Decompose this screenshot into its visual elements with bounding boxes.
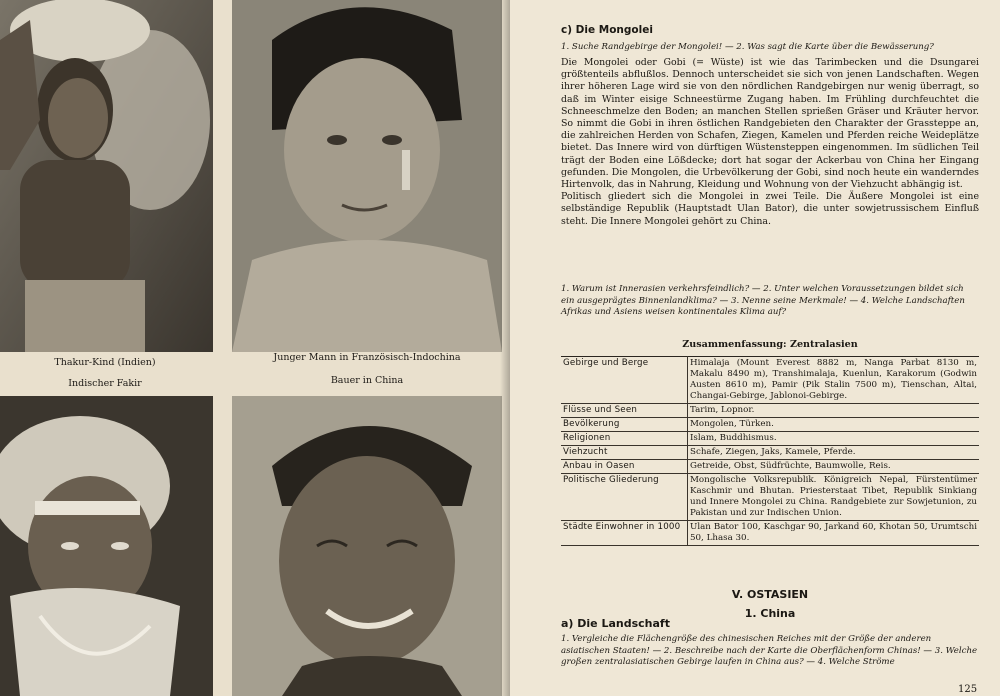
question-block-2: 1. Warum ist Innerasien verkehrsfeindlich? — 2. Unter welchen Voraussetzungen bildet sich ein ausgeprägtes Binnenlandklima? — 3. Nenne seine Merkmale! — 4. Welche Landschaften Afrikas und Asiens weisen kontinentales Klima auf? (561, 284, 965, 317)
row-value: Mongolen, Türken. (688, 418, 980, 432)
photo-farmer-china (232, 396, 502, 696)
photo-indian-fakir (0, 396, 213, 696)
table-row (561, 521, 979, 546)
row-value: Getreide, Obst, Südfrüchte, Baumwolle, Reis. (688, 460, 980, 474)
caption-young-man-indochina: Junger Mann in Französisch-Indochina (273, 352, 461, 363)
table-row (561, 357, 979, 404)
row-value: Tarim, Lopnor. (688, 404, 980, 418)
paragraph-2: Politisch gliedert sich die Mongolei in zwei Teile. Die Äußere Mongolei ist eine selbständige Republik (Hauptstadt Ulan Bator), die unter sowjetrussischem Einfluß steht. Die Innere Mongolei gehört zu China. (561, 191, 979, 227)
chapter-heading: V. OSTASIEN (731, 588, 809, 601)
summary-table (561, 356, 979, 546)
row-value: Mongolische Volksrepublik. Königreich Nepal, Fürstentümer Kaschmir und Bhutan. Priesterstaat Tibet, Republik Sinkiang und Innere Mongolei zu China. Randgebiete zur Sowjetunion, zu Pakistan und zur Indischen Union. (688, 474, 980, 521)
table-row (561, 418, 979, 432)
caption-indian-fakir: Indischer Fakir (68, 378, 142, 389)
summary-title: Zusammenfassung: Zentralasien (682, 339, 858, 350)
caption-thakur-child: Thakur-Kind (Indien) (54, 357, 156, 368)
paragraph-1: Die Mongolei oder Gobi (= Wüste) ist wie das Tarimbecken und die Dsungarei größtenteils abflußlos. Dennoch unterscheidet sie sich von jenen Landschaften. Wegen ihrer höheren Lage wird sie von den nördlichen Randgebirgen nur wenig überragt, so daß im Winter eisige Schneestürme Zugang haben. Im Frühling durchfeuchtet die Schneeschmelze den Boden; an manchen Stellen sprießen Gräser und Kräuter hervor. So nimmt die Gobi in ihren östlichen Randgebieten den Charakter der Grassteppe an, die zahlreichen Herden von Schafen, Ziegen, Kamelen und Pferden reiche Weideplätze bietet. Das Innere wird von dürftigen Wüstensteppen eingenommen. Im südlichen Teil trägt der Boden eine Lößdecke; dort hat sogar der Ackerbau von China her Eingang gefunden. Die Mongolen, die Urbevölkerung der Gobi, sind noch heute ein wanderndes Hirtenvolk, das in Nahrung, Kleidung und Wohnung von der Viehzucht abhängig ist. (561, 57, 979, 191)
caption-farmer-china: Bauer in China (330, 375, 404, 386)
row-key: Bevölkerung (561, 418, 688, 432)
question-block-1: 1. Suche Randgebirge der Mongolei! — 2. Was sagt die Karte über die Bewässerung? (561, 42, 934, 52)
row-value: Ulan Bator 100, Kaschgar 90, Jarkand 60, Khotan 50, Urumtschi 50, Lhasa 30. (688, 521, 980, 546)
row-value: Himalaja (Mount Everest 8882 m, Nanga Parbat 8130 m, Makalu 8490 m), Transhimalaja, Kuenlun, Karakorum (Godwin Austen 8610 m), Pamir (Pik Stalin 7500 m), Tienschan, Altai, Changai-Gebirge, Jablonoi-Gebirge. (688, 357, 980, 404)
chapter-subheading: 1. China (744, 607, 796, 620)
section-heading-mongolei: c) Die Mongolei (561, 24, 653, 36)
row-value: Schafe, Ziegen, Jaks, Kamele, Pferde. (688, 446, 980, 460)
row-value: Islam, Buddhismus. (688, 432, 980, 446)
photo-thakur-child (0, 0, 213, 352)
row-key: Viehzucht (561, 446, 688, 460)
table-row (561, 460, 979, 474)
row-key: Religionen (561, 432, 688, 446)
mongolei-body-text (561, 57, 979, 228)
table-row (561, 432, 979, 446)
table-row (561, 404, 979, 418)
row-key: Anbau in Oasen (561, 460, 688, 474)
photo-young-man-indochina (232, 0, 502, 352)
row-key: Städte Einwohner in 1000 (561, 521, 688, 546)
subsection-heading: a) Die Landschaft (561, 617, 670, 630)
question-block-3: 1. Vergleiche die Flächengröße des chinesischen Reiches mit der Größe der anderen asiatischen Staaten! — 2. Beschreibe nach der Karte die Oberflächenform Chinas! — 3. Welche großen zentralasiatischen Gebirge laufen in China aus? — 4. Welche Ströme (561, 634, 978, 667)
row-key: Gebirge und Berge (561, 357, 688, 404)
row-key: Flüsse und Seen (561, 404, 688, 418)
table-row (561, 474, 979, 521)
page-number: 125 (958, 684, 978, 695)
row-key: Politische Gliederung (561, 474, 688, 521)
table-row (561, 446, 979, 460)
